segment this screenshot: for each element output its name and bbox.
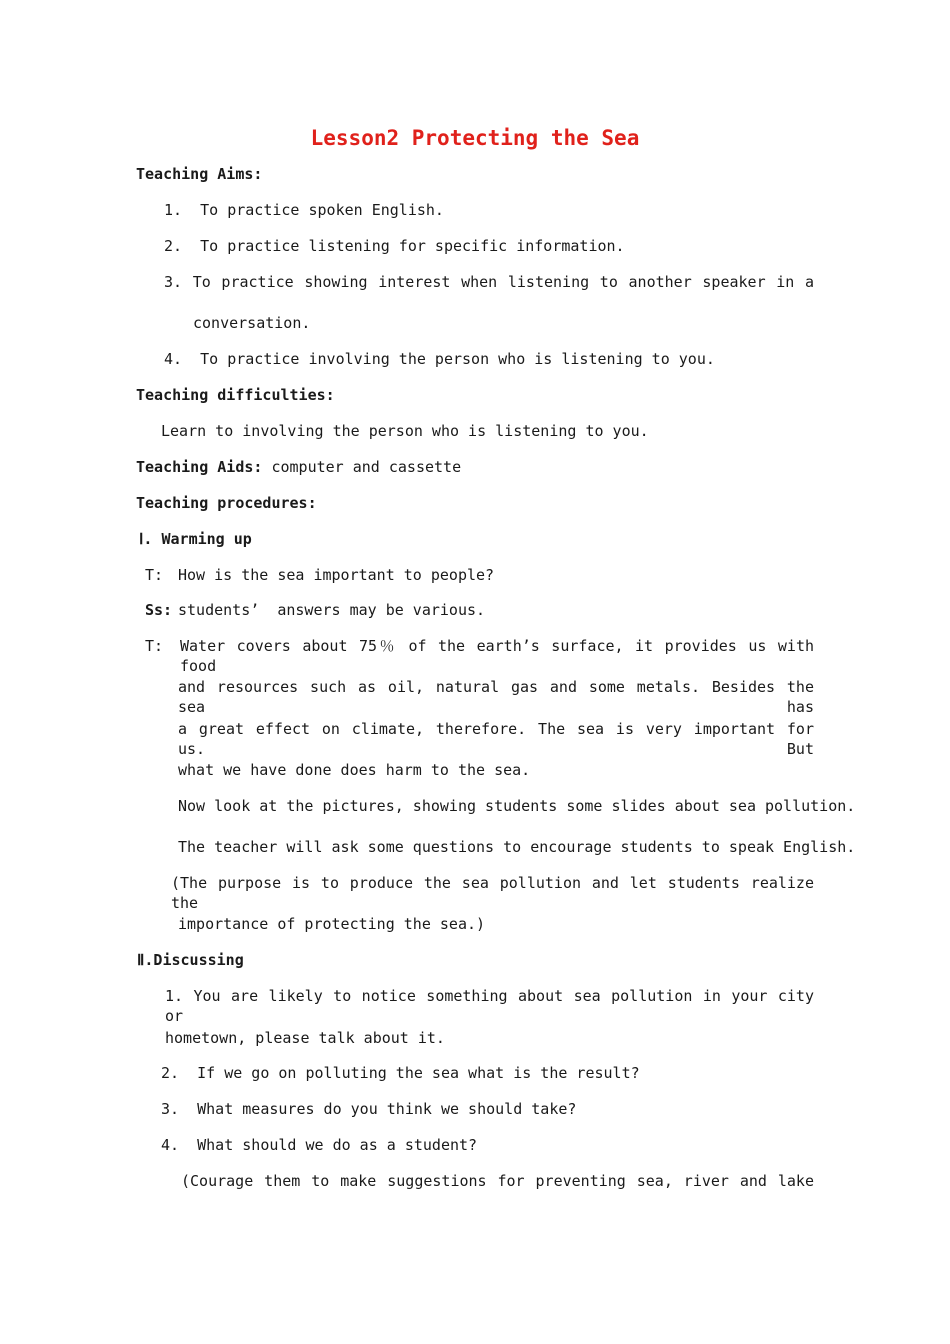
discussing-heading: Ⅱ.Discussing bbox=[137, 951, 244, 969]
t2-line: and resources such as oil, natural gas and some metals. Besides the sea has bbox=[178, 678, 814, 716]
procedures-heading: Teaching procedures: bbox=[136, 494, 317, 512]
warming-heading: Ⅰ. Warming up bbox=[139, 530, 252, 548]
aim-item-3: 3. To practice showing interest when listening to another speaker in a bbox=[164, 273, 814, 291]
aim-item-1: 1. To practice spoken English. bbox=[164, 201, 444, 219]
t2-line: Water covers about 75％ of the earth’s surface, it provides us with food bbox=[180, 637, 814, 675]
aids-text: computer and cassette bbox=[262, 458, 462, 476]
aim-item-4: 4. To practice involving the person who is listening to you. bbox=[164, 350, 715, 368]
difficulties-text: Learn to involving the person who is listening to you. bbox=[161, 422, 649, 440]
t2-line: (The purpose is to produce the sea pollution and let students realize the bbox=[171, 874, 814, 912]
discuss-item-1: 1. You are likely to notice something about sea pollution in your city or bbox=[165, 987, 814, 1025]
discuss-item-3: 3. What measures do you think we should take? bbox=[161, 1100, 577, 1118]
aims-heading: Teaching Aims: bbox=[136, 165, 263, 183]
aids-heading: Teaching Aids: bbox=[136, 458, 263, 476]
discuss-item-1-cont: hometown, please talk about it. bbox=[165, 1029, 445, 1047]
t1-label: T: bbox=[145, 566, 164, 584]
page-title: Lesson2 Protecting the Sea bbox=[310, 126, 640, 150]
aim-item-2: 2. To practice listening for specific information. bbox=[164, 237, 625, 255]
t2-line: importance of protecting the sea.) bbox=[178, 915, 486, 933]
discuss-note: (Courage them to make suggestions for preventing sea, river and lake bbox=[181, 1172, 814, 1190]
t1-text: How is the sea important to people? bbox=[178, 566, 495, 584]
ss-text: students’ answers may be various. bbox=[178, 601, 486, 619]
discuss-item-2: 2. If we go on polluting the sea what is the result? bbox=[161, 1064, 640, 1082]
aids-line bbox=[136, 457, 461, 477]
aim-item-3-cont: conversation. bbox=[193, 314, 311, 332]
t2-label: T: bbox=[145, 637, 164, 655]
t2-line: what we have done does harm to the sea. bbox=[178, 761, 531, 779]
ss-label: Ss: bbox=[145, 601, 173, 619]
difficulties-heading: Teaching difficulties: bbox=[136, 386, 335, 404]
discuss-item-4: 4. What should we do as a student? bbox=[161, 1136, 478, 1154]
t2-line: a great effect on climate, therefore. The sea is very important for us. But bbox=[178, 720, 814, 758]
t2-line: The teacher will ask some questions to encourage students to speak English. bbox=[178, 838, 856, 856]
t2-line: Now look at the pictures, showing students some slides about sea pollution. bbox=[178, 797, 856, 815]
